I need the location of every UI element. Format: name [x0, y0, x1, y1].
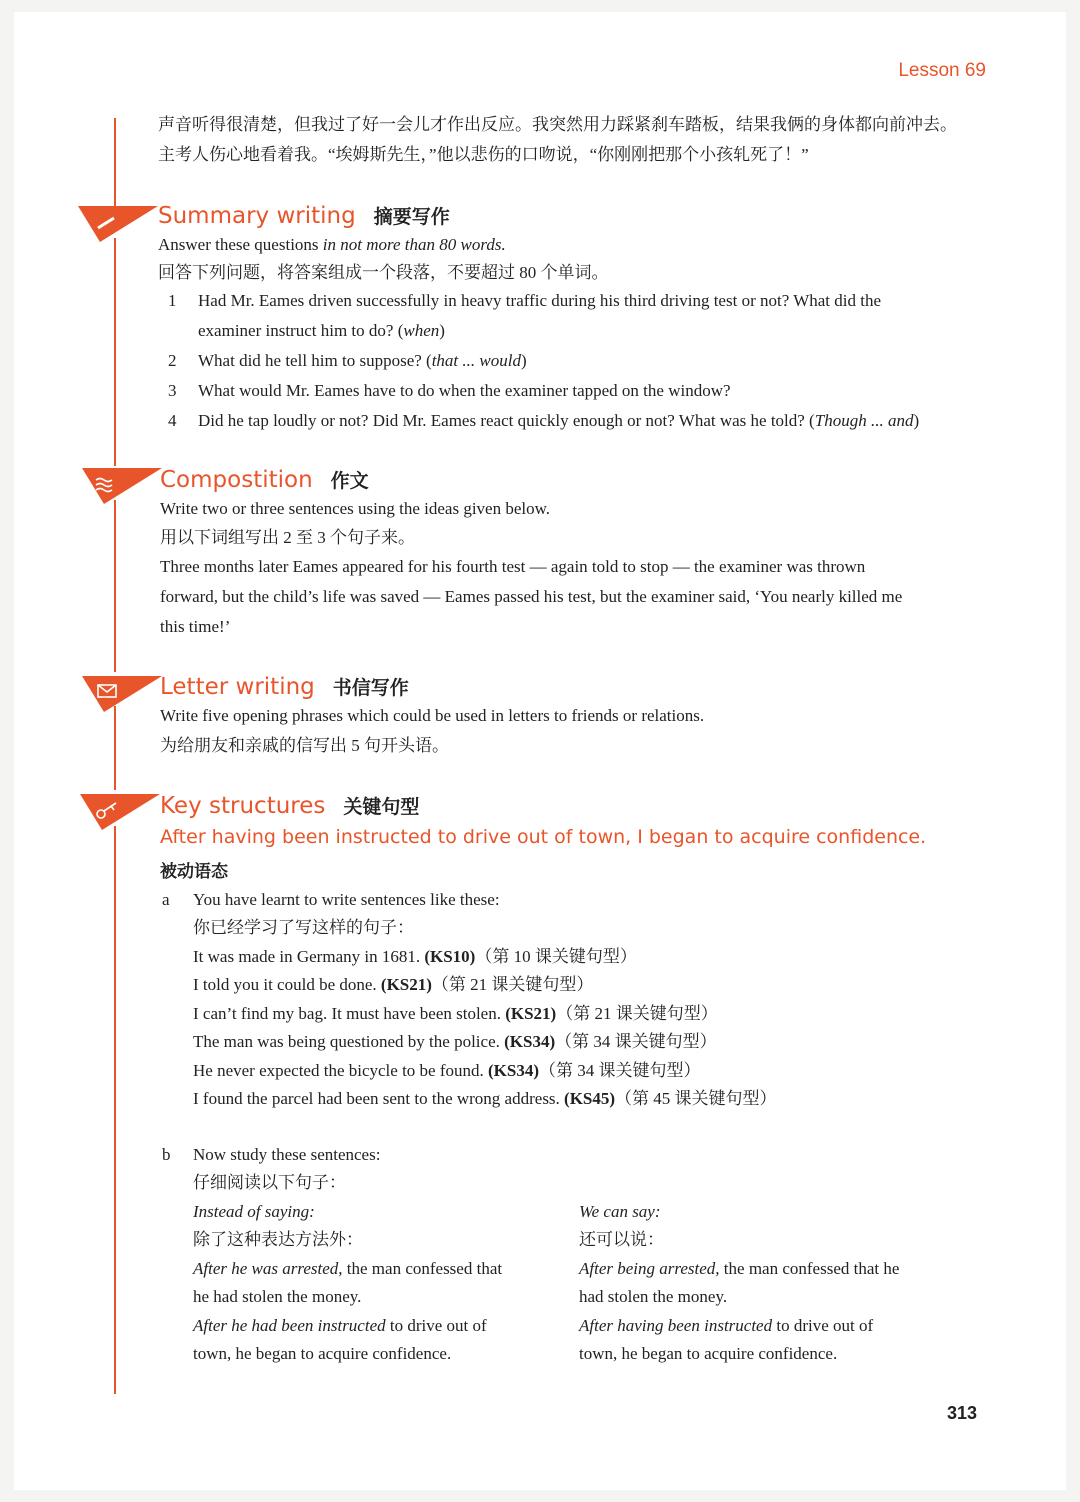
pencil-icon	[78, 204, 160, 244]
margin-rule	[114, 826, 116, 1394]
summary-title-zh: 摘要写作	[373, 206, 450, 228]
section-a-intro-zh: 你已经学习了写这样的句子：	[193, 918, 414, 937]
letter-instruction: Write five opening phrases which could be used in letters to friends or relations.	[160, 706, 705, 725]
summary-question-2	[168, 346, 527, 376]
section-b-intro-zh: 仔细阅读以下句子：	[193, 1173, 346, 1192]
q4-text: Did he tap loudly or not? Did Mr. Eames react quickly enough or not? What was he told? (	[198, 411, 815, 430]
intro-line-2: 主考人伤心地看着我。“埃姆斯先生，”他以悲伤的口吻说，“你刚刚把那个小孩轧死了！”	[158, 145, 809, 164]
composition-title-en: Compostition	[160, 467, 313, 493]
example-sentence: He never expected the bicycle to be found. (KS34)（第 34 课关键句型）	[193, 1061, 701, 1080]
summary-heading	[158, 202, 450, 229]
right-example-2: After having been instructed to drive out of	[579, 1316, 874, 1335]
q3-text: What would Mr. Eames have to do when the examiner tapped on the window?	[198, 381, 731, 400]
composition-line-1: Three months later Eames appeared for his fourth test — again told to stop — the examiner was thrown	[160, 557, 866, 576]
letter-title-zh: 书信写作	[332, 677, 409, 699]
left-example-2-cont: town, he began to acquire confidence.	[193, 1344, 452, 1363]
summary-title-en: Summary writing	[158, 203, 356, 229]
page-number: 313	[947, 1403, 978, 1423]
summary-question-3	[168, 376, 731, 406]
q4-close: )	[913, 411, 920, 430]
letter-instruction-zh: 为给朋友和亲戚的信写出 5 句开头语。	[160, 736, 449, 755]
key-title-zh: 关键句型	[343, 796, 420, 818]
key-sentence: After having been instructed to drive out of town, I began to acquire confidence.	[160, 826, 927, 848]
summary-instruction-zh: 回答下列问题，将答案组成一个段落，不要超过 80 个单词。	[158, 263, 609, 282]
margin-rule	[114, 238, 116, 466]
section-a-label: a	[162, 890, 170, 909]
left-example-1-cont: he had stolen the money.	[193, 1287, 362, 1306]
example-sentence: I told you it could be done. (KS21)（第 21 课关键句型）	[193, 975, 594, 994]
margin-rule	[114, 706, 116, 790]
q2-close: )	[520, 351, 527, 370]
right-example-2-cont: town, he began to acquire confidence.	[579, 1344, 838, 1363]
composition-heading	[160, 466, 369, 493]
summary-question-1-cont	[198, 316, 445, 346]
left-column-heading-zh: 除了这种表达方法外：	[193, 1230, 363, 1249]
margin-rule	[114, 500, 116, 672]
key-heading	[160, 792, 419, 819]
q2-hint: that ... would	[431, 351, 521, 370]
summary-instr-b: in not more than 80 words.	[322, 235, 506, 254]
q1-number: 1	[168, 291, 177, 310]
right-column-heading: We can say:	[579, 1202, 661, 1221]
envelope-icon	[82, 674, 164, 714]
left-column-heading: Instead of saying:	[193, 1202, 315, 1221]
key-icon	[80, 792, 162, 832]
q1-hint: when	[403, 321, 440, 340]
composition-instruction-zh: 用以下词组写出 2 至 3 个句子来。	[160, 528, 415, 547]
q2-number: 2	[168, 351, 177, 370]
key-title-en: Key structures	[160, 793, 326, 819]
summary-question-1	[168, 286, 881, 316]
q1-text-a: Had Mr. Eames driven successfully in heavy traffic during his third driving test or not? What did the	[198, 291, 881, 310]
example-sentence: It was made in Germany in 1681. (KS10)（第 10 课关键句型）	[193, 947, 637, 966]
example-sentence: I can’t find my bag. It must have been stolen. (KS21)（第 21 课关键句型）	[193, 1004, 718, 1023]
composition-instruction: Write two or three sentences using the ideas given below.	[160, 499, 551, 518]
composition-line-2: forward, but the child’s life was saved — Eames passed his test, but the examiner said, ‘You nearly killed me	[160, 587, 903, 606]
margin-rule	[114, 118, 116, 210]
composition-line-3: this time!’	[160, 617, 231, 636]
lesson-label: Lesson 69	[898, 60, 986, 81]
section-b-label: b	[162, 1145, 171, 1164]
composition-title-zh: 作文	[330, 470, 369, 492]
summary-question-4	[168, 406, 919, 436]
q3-number: 3	[168, 381, 177, 400]
letter-title-en: Letter writing	[160, 674, 315, 700]
summary-instr-a: Answer these questions	[158, 235, 323, 254]
right-column-heading-zh: 还可以说：	[579, 1230, 664, 1249]
q4-number: 4	[168, 411, 177, 430]
section-b-intro: Now study these sentences:	[193, 1145, 381, 1164]
key-subheading-zh: 被动语态	[160, 862, 228, 882]
right-example-1: After being arrested, the man confessed that he	[579, 1259, 900, 1278]
right-example-1-cont: had stolen the money.	[579, 1287, 728, 1306]
example-sentence: I found the parcel had been sent to the wrong address. (KS45)（第 45 课关键句型）	[193, 1089, 777, 1108]
section-a-intro: You have learnt to write sentences like these:	[193, 890, 500, 909]
left-example-2: After he had been instructed to drive out of	[193, 1316, 487, 1335]
q1-close: )	[439, 321, 445, 340]
letter-heading	[160, 673, 409, 700]
summary-instruction	[158, 230, 506, 260]
left-example-1: After he was arrested, the man confessed that	[193, 1259, 503, 1278]
composition-icon	[82, 466, 164, 506]
q1-text-b: examiner instruct him to do? (	[198, 321, 404, 340]
q4-hint: Though ... and	[814, 411, 914, 430]
example-sentence: The man was being questioned by the police. (KS34)（第 34 课关键句型）	[193, 1032, 717, 1051]
q2-text: What did he tell him to suppose? (	[198, 351, 432, 370]
intro-line-1: 声音听得很清楚，但我过了好一会儿才作出反应。我突然用力踩紧刹车踏板，结果我俩的身体都向前冲去。	[158, 115, 957, 134]
